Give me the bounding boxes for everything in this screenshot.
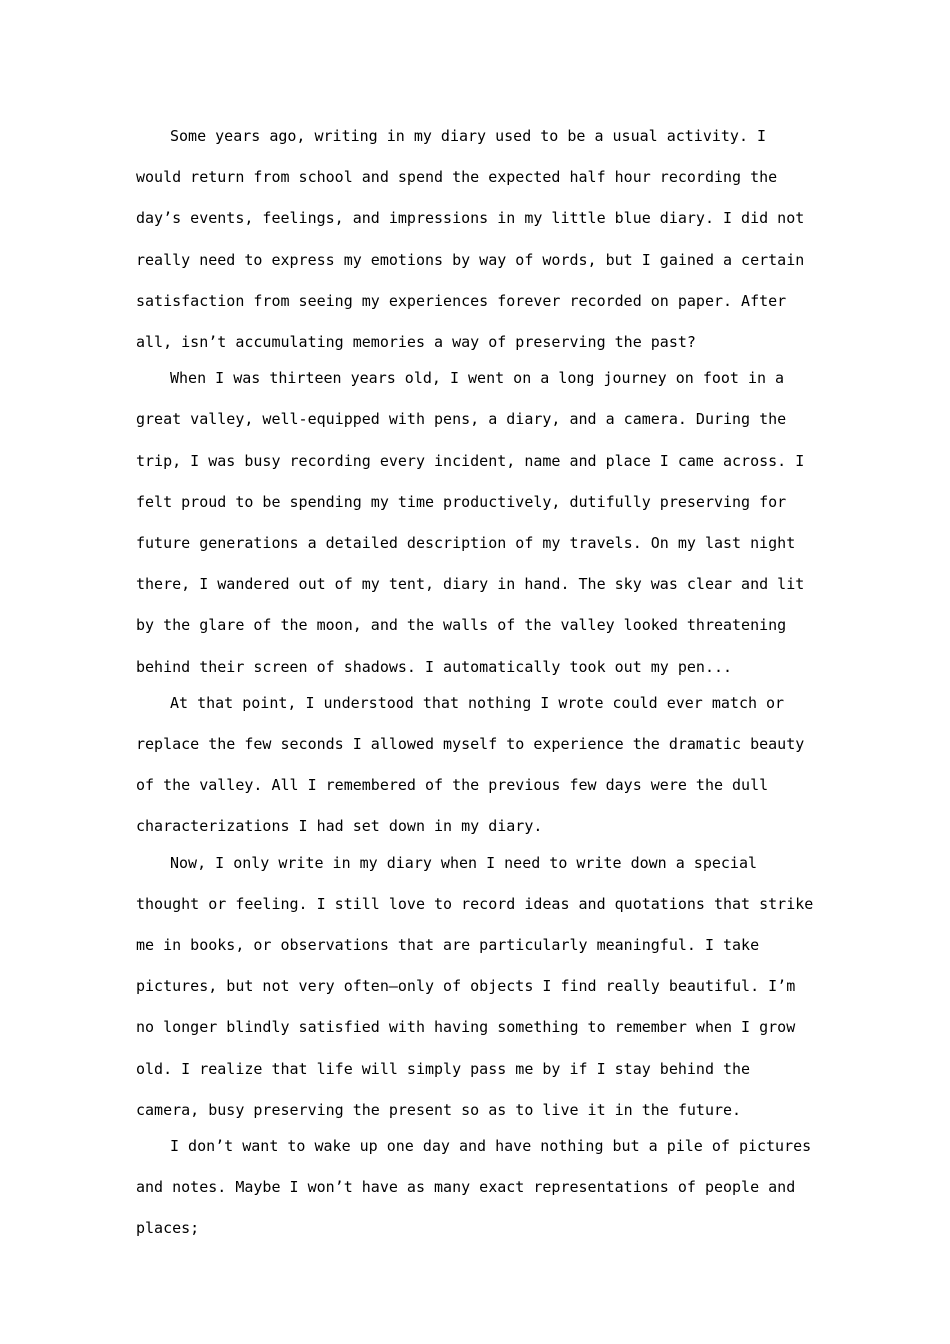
paragraph-3: At that point, I understood that nothing I wrote could ever match or replace the few seconds I allowed myself to experience the dramatic beauty of the valley. All I remembered of the previous few days were the dull characterizations I had set down in my diary. <box>136 693 805 836</box>
paragraph-2: When I was thirteen years old, I went on a long journey on foot in a great valley, well-equipped with pens, a diary, and a camera. During the trip, I was busy recording every incident, name and place I came across. I felt proud to be spending my time productively, dutifully preserving for future generations a detailed description of my travels. On my last night there, I wandered out of my tent, diary in hand. The sky was clear and lit by the glare of the moon, and the walls of the valley looked threatening behind their screen of shadows. I automatically took out my pen... <box>136 369 805 676</box>
document-body <box>136 116 816 1245</box>
paragraph-5: I don’t want to wake up one day and have nothing but a pile of pictures and notes. Maybe I won’t have as many exact representations of people and places; <box>136 1137 812 1238</box>
paragraph-1: Some years ago, writing in my diary used to be a usual activity. I would return from school and spend the expected half hour recording the day’s events, feelings, and impressions in my little blue diary. I did not really need to express my emotions by way of words, but I gained a certain satisfaction from seeing my experiences forever recorded on paper. After all, isn’t accumulating memories a way of preserving the past? <box>136 127 805 352</box>
paragraph-4: Now, I only write in my diary when I need to write down a special thought or feeling. I still love to record ideas and quotations that strike me in books, or observations that are particularly meaningful. I take pictures, but not very often—only of objects I find really beautiful. I’m no longer blindly satisfied with having something to remember when I grow old. I realize that life will simply pass me by if I stay behind the camera, busy preserving the present so as to live it in the future. <box>136 853 814 1119</box>
